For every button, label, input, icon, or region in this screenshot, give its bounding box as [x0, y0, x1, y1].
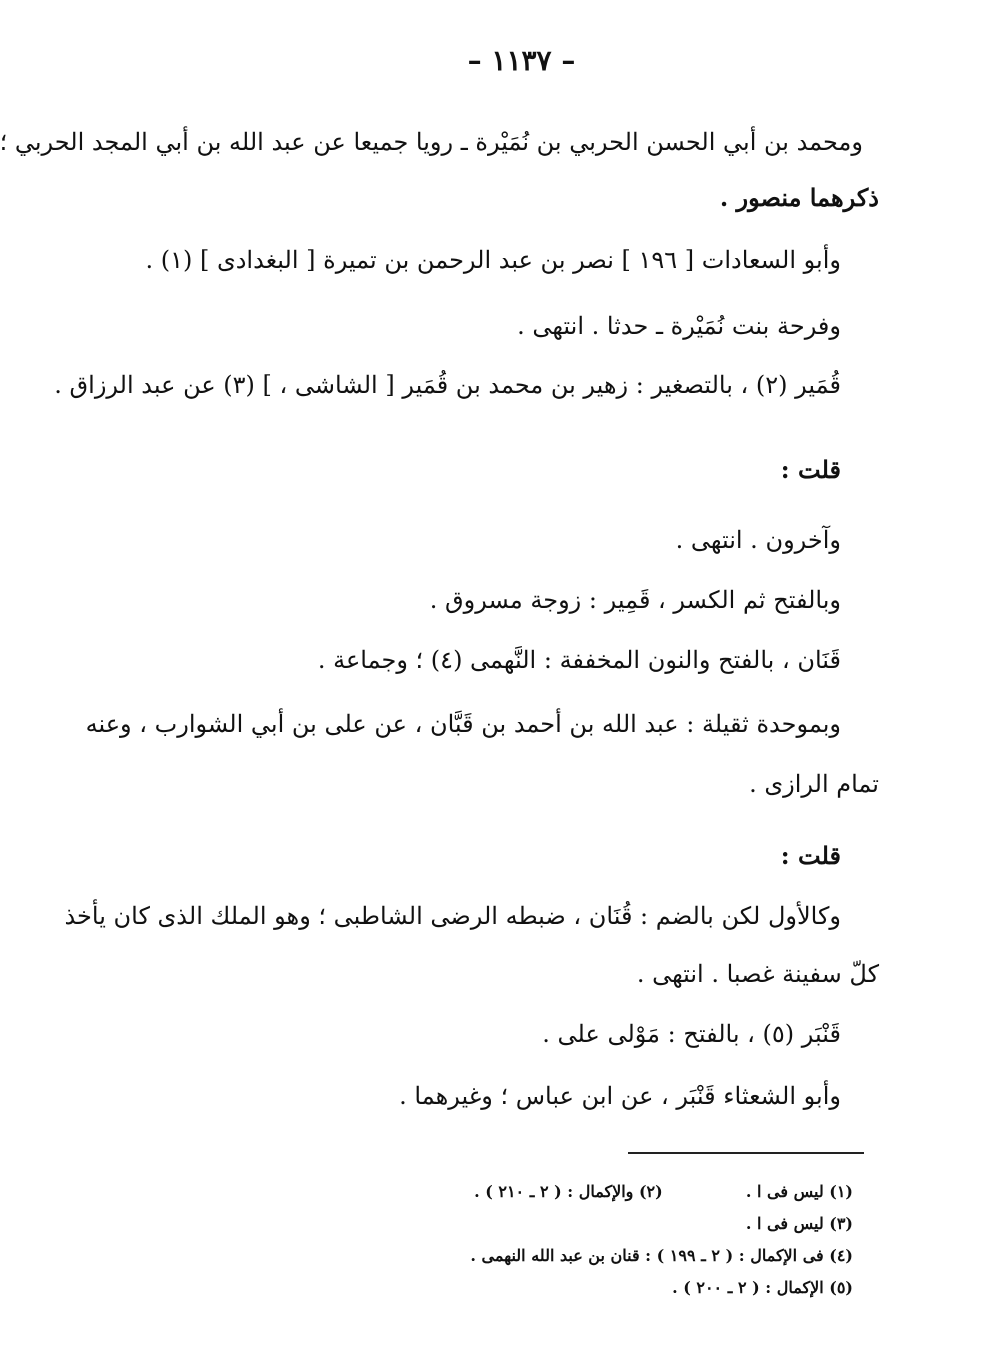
heading-qult-1: قلت :: [780, 455, 841, 484]
text-line-6: وآخرون . انتهى .: [675, 526, 841, 554]
text-line-14: وأبو الشعثاء قَنْبَر ، عن ابن عباس ؛ وغيرهما .: [399, 1082, 841, 1110]
text-line-9: وبموحدة ثقيلة : عبد الله بن أحمد بن قَبَّان ، عن على بن أبي الشوارب ، وعنه: [85, 710, 841, 738]
text-line-7: وبالفتح ثم الكسر ، قَمِير : زوجة مسروق .: [429, 586, 841, 614]
text-line-4: وفرحة بنت نُمَيْرة ـ حدثا . انتهى .: [517, 312, 841, 340]
text-line-12: كلّ سفينة غصبا . انتهى .: [636, 960, 879, 988]
text-line-3: وأبو السعادات [ ١٩٦ ] نصر بن عبد الرحمن بن تميرة [ البغدادى ] (١) .: [145, 246, 841, 274]
footnote-row-1: [474, 1180, 853, 1204]
page-number: – ١١٣٧ –: [467, 44, 576, 77]
footnote-divider: [628, 1152, 864, 1154]
footnote-5: (٥) الإكمال : ( ٢ ـ ٢٠٠ ) .: [672, 1278, 853, 1297]
text-line-8: قَنَان ، بالفتح والنون المخففة : النَّهمى (٤) ؛ وجماعة .: [317, 646, 841, 674]
text-line-5: قُمَير (٢) ، بالتصغير : زهير بن محمد بن قُمَير [ الشاشى ، ] (٣) عن عبد الرزاق .: [54, 371, 841, 399]
text-line-13: قَنْبَر (٥) ، بالفتح : مَوْلى على .: [542, 1020, 841, 1048]
footnote-2: (٢) والإكمال : ( ٢ ـ ٢١٠ ) .: [474, 1182, 663, 1201]
heading-qult-2: قلت :: [780, 841, 841, 870]
text-line-1: ومحمد بن أبي الحسن الحربي بن نُمَيْرة ـ رويا جميعا عن عبد الله بن أبي المجد الحربي ؛: [0, 128, 863, 156]
text-line-11: وكالأول لكن بالضم : قُنَان ، ضبطه الرضى الشاطبى ؛ وهو الملك الذى كان يأخذ: [64, 902, 841, 930]
text-line-2: ذكرهما منصور .: [719, 183, 879, 212]
footnote-1: (١) ليس فى ا .: [745, 1182, 853, 1201]
footnote-4: (٤) فى الإكمال : ( ٢ ـ ١٩٩ ) : قنان بن عبد الله النهمى .: [470, 1246, 853, 1265]
text-line-10: تمام الرازى .: [749, 770, 879, 798]
footnote-3: (٣) ليس فى ا .: [745, 1214, 853, 1233]
